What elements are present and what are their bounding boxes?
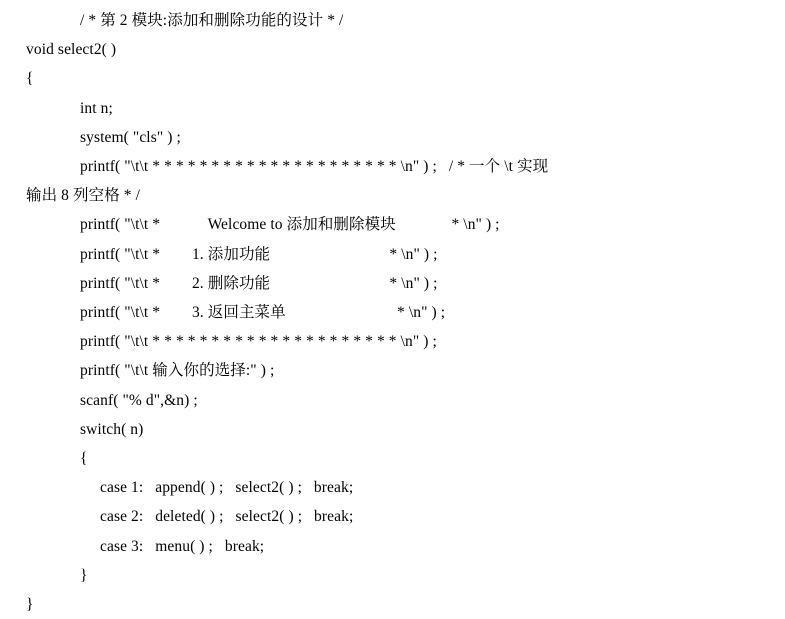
code-line-comment-module-2: / * 第 2 模块:添加和删除功能的设计 * / xyxy=(80,12,344,29)
code-line-open-brace: { xyxy=(26,70,34,88)
code-line-system-cls: system( "cls" ) ; xyxy=(80,128,181,146)
code-line-switch: switch( n) xyxy=(80,420,144,438)
code-line-case-1: case 1: append( ) ; select2( ) ; break; xyxy=(100,479,354,497)
code-line-printf-border-bottom: printf( "\t\t * * * * * * * * * * * * * * * * * * * * * \n" ) ; xyxy=(80,333,437,351)
code-line-declare-n: int n; xyxy=(80,99,113,117)
code-line-case-3: case 3: menu( ) ; break; xyxy=(100,537,265,555)
code-line-printf-option-3: printf( "\t\t * 3. 返回主菜单 * \n" ) ; xyxy=(80,304,446,322)
code-line-comment-continuation: 输出 8 列空格 * / xyxy=(26,187,141,205)
code-line-printf-option-1: printf( "\t\t * 1. 添加功能 * \n" ) ; xyxy=(80,245,438,263)
code-line-printf-option-2: printf( "\t\t * 2. 删除功能 * \n" ) ; xyxy=(80,274,438,292)
code-line-scanf: scanf( "% d",&n) ; xyxy=(80,391,198,409)
code-line-case-2: case 2: deleted( ) ; select2( ) ; break; xyxy=(100,508,354,526)
code-line-printf-prompt: printf( "\t\t 输入你的选择:" ) ; xyxy=(80,362,275,380)
code-line-printf-welcome: printf( "\t\t * Welcome to 添加和删除模块 * \n" ) ; xyxy=(80,216,500,234)
code-line-switch-open-brace: { xyxy=(80,450,88,468)
code-line-printf-border-top: printf( "\t\t * * * * * * * * * * * * * * * * * * * * * \n" ) ; / * 一个 \t 实现 xyxy=(80,158,549,176)
code-line-function-signature: void select2( ) xyxy=(26,41,117,59)
code-line-switch-close-brace: } xyxy=(80,566,88,584)
code-line-function-close-brace: } xyxy=(26,596,34,614)
